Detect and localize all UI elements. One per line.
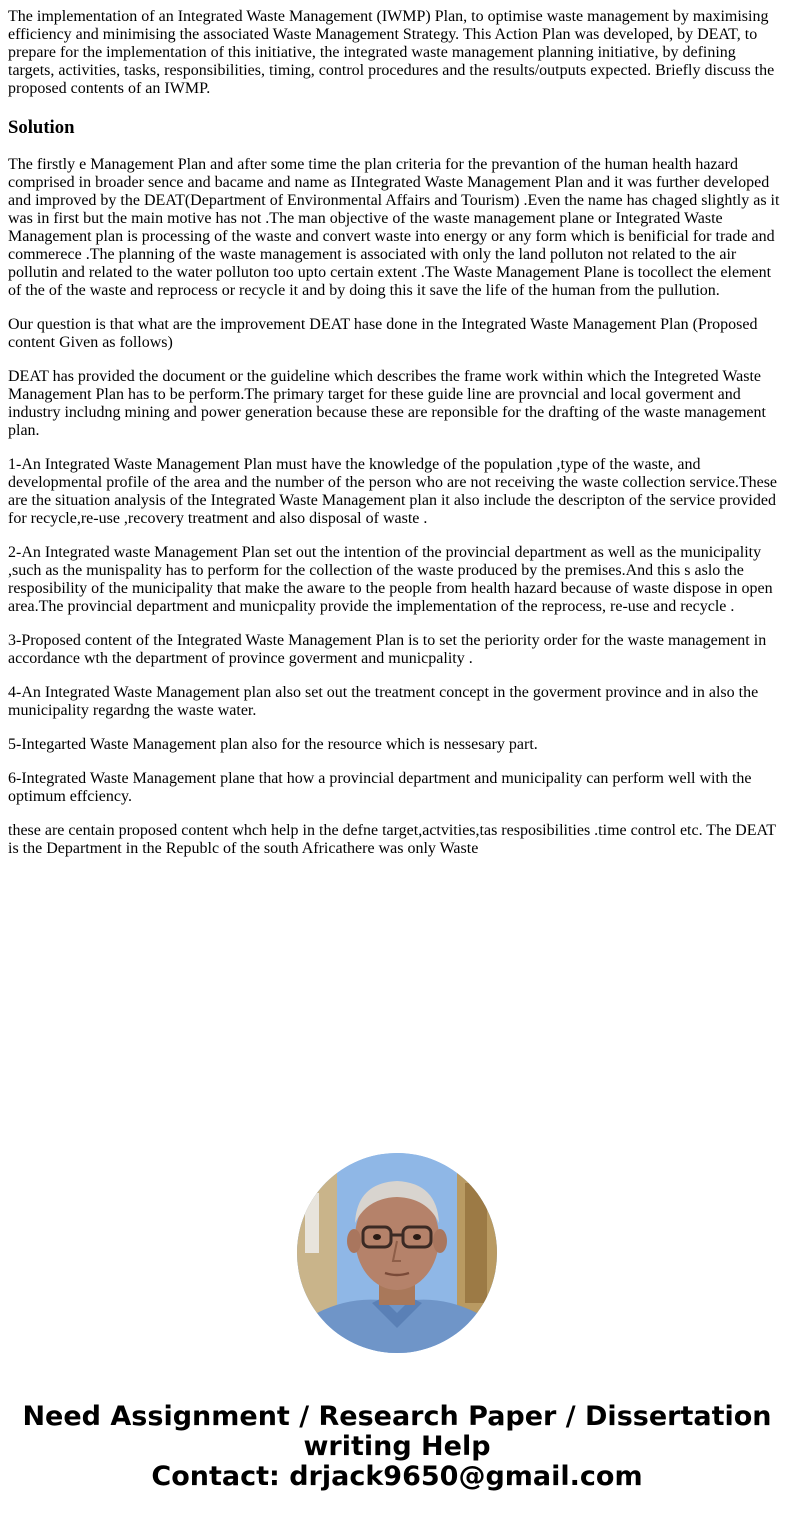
solution-paragraph: 2-An Integrated waste Management Plan set out the intention of the provincial department as well as the municipality ,such as the munispality has to perform for the collection of the waste produced by the premises.And this s aslo the resposibility of the municipality that make the aware to the people from health hazard because of waste dispose in open area.The provincial department and municpality provide the implementation of the reprocess, re-use and recycle . bbox=[8, 544, 773, 615]
solution-paragraph: The firstly e Management Plan and after some time the plan criteria for the prevantion of the human health hazard comprised in broader sence and bacame and name as IIntegrated Waste Management Plan and it was further developed and improved by the DEAT(Department of Environmental Affairs and Tourism) .Even the name has chaged slightly as it was in first but the main motive has not .The man objective of the waste management plane or Integrated Waste Management plan is processing of the waste and convert waste into energy or any form which is benificial for trade and commerece .The planning of the waste management is associated with only the land polluton not related to the air pollutin and related to the water polluton too upto certain extent .The Waste Management Plane is tocollect the element of the of the waste and reprocess or recycle it and by doing this it save the life of the human from the pullution. bbox=[8, 156, 780, 299]
solution-heading: Solution bbox=[8, 117, 75, 138]
author-avatar bbox=[297, 1153, 497, 1353]
solution-paragraph: these are centain proposed content whch help in the defne target,actvities,tas resposibilities .time control etc. The DEAT is the Department in the Republc of the south Africathere was only Waste bbox=[8, 822, 776, 857]
question-text: The implementation of an Integrated Waste Management (IWMP) Plan, to optimise waste management by maximising efficiency and minimising the associated Waste Management Strategy. This Action Plan was developed, by DEAT, to prepare for the implementation of this initiative, the integrated waste management planning initiative, by defining targets, activities, tasks, responsibilities, timing, control procedures and the results/outputs expected. Briefly discuss the proposed contents of an IWMP. bbox=[8, 8, 775, 97]
footer-contact: Contact: drjack9650@gmail.com bbox=[151, 1461, 643, 1492]
solution-paragraph: 1-An Integrated Waste Management Plan must have the knowledge of the population ,type of the waste, and developmental profile of the area and the number of the person who are not receiving the waste collection service.These are the situation analysis of the Integrated Waste Management plan it also include the descripton of the service provided for recycle,re-use ,recovery treatment and also disposal of waste . bbox=[8, 456, 778, 527]
solution-paragraph: 5-Integarted Waste Management plan also for the resource which is nessesary part. bbox=[8, 736, 538, 753]
solution-paragraph: 4-An Integrated Waste Management plan also set out the treatment concept in the goverment province and in also the municipality regardng the waste water. bbox=[8, 684, 759, 719]
author-portrait bbox=[297, 1153, 497, 1353]
footer-banner bbox=[0, 1402, 794, 1492]
solution-paragraph: 3-Proposed content of the Integrated Waste Management Plan is to set the periority order for the waste management in accordance wth the department of province goverment and municpality . bbox=[8, 632, 767, 667]
solution-paragraph: 6-Integrated Waste Management plane that how a provincial department and municipality can perform well with the optimum effciency. bbox=[8, 770, 752, 805]
footer-line: Need Assignment / Research Paper / Dissertation bbox=[22, 1401, 772, 1432]
solution-paragraph: Our question is that what are the improvement DEAT hase done in the Integrated Waste Management Plan (Proposed content Given as follows) bbox=[8, 316, 758, 351]
article bbox=[8, 0, 784, 858]
solution-paragraph: DEAT has provided the document or the guideline which describes the frame work within which the Integreted Waste Management Plan has to be perform.The primary target for these guide line are provncial and local goverment and industry includng mining and power generation because these are reponsible for the drafting of the waste management plan. bbox=[8, 368, 766, 439]
footer-line: writing Help bbox=[303, 1431, 491, 1462]
